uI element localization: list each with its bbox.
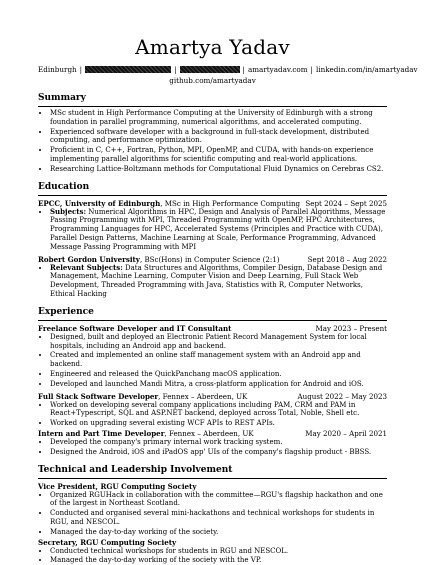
subjects-label: Subjects:: [50, 207, 86, 216]
job-header: [38, 324, 387, 333]
redacted-email: [85, 66, 171, 73]
redacted-phone: [180, 66, 240, 73]
subjects-item: [50, 264, 387, 299]
leadership-role: Vice President, RGU Computing Society: [38, 482, 387, 491]
leadership-bullet: • Conducted and organised several mini-hackathons and technical workshops for students in RGU, and NESCOL.: [50, 509, 387, 527]
job-role: Full Stack Software Developer: [38, 392, 158, 401]
leadership-bullet: • Conducted technical workshops for students in RGU and NESCOL.: [50, 547, 387, 556]
linkedin-link[interactable]: linkedin.com/in/amartyadav: [316, 65, 418, 74]
job-bullet: • Worked on upgrading several existing WCF APIs to REST APIs.: [50, 419, 387, 428]
job-bullet: • Engineered and released the QuickPanchang macOS application.: [50, 370, 387, 379]
job-bullet: • Developed and launched Mandi Mitra, a cross-platform application for Android and iOS.: [50, 380, 387, 389]
candidate-name: Amartya Yadav: [38, 0, 387, 58]
degree: , BSc(Hons) in Computer Science (2:1): [140, 255, 280, 264]
section-divider: [38, 320, 387, 321]
dates: Sept 2024 – Sept 2025: [305, 199, 387, 208]
job-role: Intern and Part Time Developer: [38, 429, 164, 438]
education-details: [38, 264, 387, 299]
education-entry-header: [38, 199, 387, 208]
school-name: EPCC, University of Edinburgh: [38, 199, 160, 208]
school-name: Robert Gordon University: [38, 255, 140, 264]
section-divider: [38, 478, 387, 479]
section-title-experience: Experience: [38, 307, 387, 318]
leadership-bullets: [38, 547, 387, 565]
subjects-item: [50, 208, 387, 252]
job-bullet: • Designed, built and deployed an Electronic Patient Record Management System for local hospitals, including an Android app and backend.: [50, 333, 387, 351]
leadership-bullet: • Organized RGUHack in collaboration with the committee—RGU's flagship hackathon and one of the largest in Northeast Scotland.: [50, 491, 387, 509]
summary-item: • Experienced software developer with a background in full-stack development, distributed computing, and performance optimization.: [50, 128, 387, 146]
dates: May 2020 – April 2021: [305, 429, 387, 438]
section-title-education: Education: [38, 182, 387, 193]
job-company: , Fennex – Aberdeen, UK: [164, 429, 253, 438]
location: Edinburgh: [38, 65, 77, 74]
summary-item: • MSc student in High Performance Computing at the University of Edinburgh with a strong foundation in parallel programming, numerical algorithms, and accelerated computing.: [50, 109, 387, 127]
summary-list: [38, 109, 387, 174]
leadership-bullet: • Managed the day-to-day working of the society.: [50, 528, 387, 537]
subjects-text: Data Structures and Algorithms, Compiler Design, Database Design and Management, Machine Learning, Computer Vision and Deep Learning, Full Stack Web Development, Threaded Programming with Java, Statistics with R, Computer Networks, Ethical Hacking: [50, 264, 382, 298]
summary-item: • Researching Lattice-Boltzmann methods for Computational Fluid Dynamics on Cerebras CS2.: [50, 165, 387, 174]
job-bullets: [38, 333, 387, 389]
section-title-summary: Summary: [38, 93, 387, 104]
dates: Sept 2018 – Aug 2022: [308, 255, 387, 264]
leadership-bullets: [38, 491, 387, 537]
job-bullets: [38, 438, 387, 457]
leadership-bullet: • Managed the day-to-day working of the society with the VP.: [50, 556, 387, 565]
subjects-text: Numerical Algorithms in HPC, Design and Analysis of Parallel Algorithms, Message Passing Programming with MPI, Threaded Programming with OpenMP, HPC Architectures, Programming Languages for HPC, Accelerated Systems (Principles and Practice with CUDA), Parallel Design Patterns, Machine Learning at Scale, Performance Programming, Advanced Message Passing Programming with MPI: [50, 208, 385, 251]
subjects-label: Relevant Subjects:: [50, 263, 123, 272]
section-divider: [38, 106, 387, 107]
job-bullet: • Designed the Android, iOS and iPadOS app' UIs of the company's flagship product - BBSS.: [50, 448, 387, 457]
section-title-leadership: Technical and Leadership Involvement: [38, 465, 387, 476]
job-header: [38, 429, 387, 438]
job-bullet: • Created and implemented an online staff management system with an Android app and backend.: [50, 351, 387, 369]
job-role: Freelance Software Developer and IT Consultant: [38, 324, 231, 333]
education-details: [38, 208, 387, 252]
dates: May 2023 – Present: [316, 324, 388, 333]
dates: August 2022 – May 2023: [298, 392, 387, 401]
job-header: [38, 392, 387, 401]
contact-line: Edinburgh | | | amartyadav.com | linkedin.com/in/amartyadav: [38, 65, 387, 74]
job-bullet: • Developed the company's primary internal work tracking system.: [50, 438, 387, 447]
github-link[interactable]: github.com/amartyadav: [169, 76, 256, 85]
github-line: [38, 76, 387, 85]
degree: , MSc in High Performance Computing: [160, 199, 300, 208]
section-divider: [38, 195, 387, 196]
website-link[interactable]: amartyadav.com: [248, 65, 308, 74]
leadership-role: Secretary, RGU Computing Society: [38, 538, 387, 547]
summary-item: • Proficient in C, C++, Fortran, Python, MPI, OpenMP, and CUDA, with hands-on experience implementing parallel algorithms for scientific computing and real-world applications.: [50, 146, 387, 164]
job-bullet: • Worked on developing several company applications including PAM, CRM and PAM in React+Typescript, SQL and ASP.NET backend, deployed across Total, Noble, Shell etc.: [50, 401, 387, 419]
job-company: , Fennex – Aberdeen, UK: [158, 392, 247, 401]
job-bullets: [38, 401, 387, 428]
